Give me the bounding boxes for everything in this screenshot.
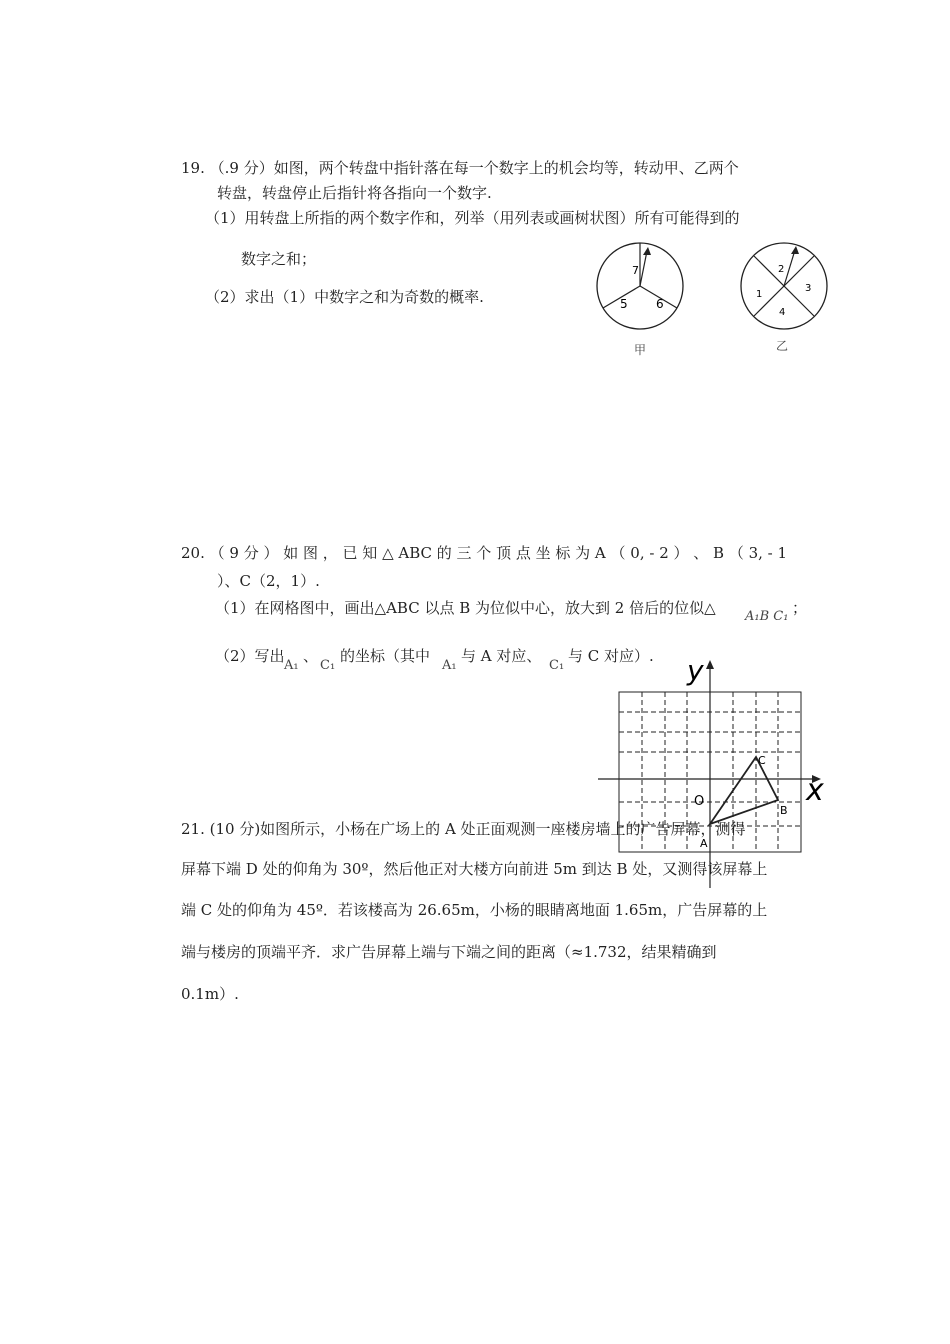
- q20-sym-c1: C₁: [549, 658, 565, 673]
- q21-line3: 端 C 处的仰角为 45º．若该楼高为 26.65m，小杨的眼睛离地面 1.65m，广告屏幕的上: [181, 901, 768, 919]
- q20-part1: （1）在网格图中，画出△ABC 以点 B 为位似中心，放大到 2 倍后的位似△: [215, 599, 716, 617]
- spinner-jia-number: 6: [656, 297, 664, 311]
- spinner-jia: [590, 238, 700, 363]
- q19-part2: （2）求出（1）中数字之和为奇数的概率.: [205, 288, 484, 306]
- q20-sym-c1: C₁: [320, 658, 336, 673]
- spinner-yi: [735, 238, 840, 358]
- q20-sym-a1: A₁: [284, 658, 299, 673]
- q19-line2: 转盘，转盘停止后指针将各指向一个数字.: [217, 184, 492, 202]
- spinner-jia-label: 甲: [634, 343, 647, 357]
- q20-part2-e: 与 C 对应）.: [568, 647, 654, 665]
- q20-sym-a1bc1: A₁B C₁: [745, 609, 789, 624]
- q21-line2: 屏幕下端 D 处的仰角为 30º，然后他正对大楼方向前进 5m 到达 B 处，又测得该屏幕上: [181, 860, 768, 878]
- point-b-label: B: [780, 804, 788, 817]
- q20-part1-end: ；: [792, 599, 808, 617]
- spinner-yi-number: 4: [779, 307, 786, 318]
- spinner-yi-label: 乙: [776, 339, 789, 353]
- coordinate-grid: [590, 650, 830, 890]
- q21-line5: 0.1m）.: [181, 985, 239, 1003]
- point-a-label: A: [700, 837, 708, 850]
- q21-line1: 21. (10 分)如图所示，小杨在广场上的 A 处正面观测一座楼房墙上的广告屏幕，测得: [181, 820, 746, 838]
- point-c-label: C: [758, 754, 766, 767]
- q20-part2-c: 的坐标（其中: [340, 647, 431, 665]
- axis-y-label: y: [687, 654, 704, 687]
- q21-line4: 端与楼房的顶端平齐．求广告屏幕上端与下端之间的距离（≈1.732，结果精确到: [181, 943, 717, 961]
- q20-part2-b: 、: [303, 647, 319, 665]
- spinner-jia-number: 5: [620, 297, 628, 311]
- q19-part1b: 数字之和；: [241, 250, 317, 268]
- q19-line1: 19. （.9 分）如图，两个转盘中指针落在每一个数字上的机会均等，转动甲、乙两个: [181, 159, 739, 177]
- q20-part2-a: （2）写出: [215, 647, 285, 665]
- spinner-yi-number: 1: [756, 289, 763, 300]
- spinner-yi-number: 3: [805, 283, 812, 294]
- q20-part2-d: 与 A 对应、: [461, 647, 542, 665]
- q19-part1a: （1）用转盘上所指的两个数字作和，列举（用列表或画树状图）所有可能得到的: [205, 209, 740, 227]
- spinner-yi-number: 2: [778, 264, 785, 275]
- q20-sym-a1: A₁: [442, 658, 457, 673]
- q20-line1: 20. （ 9 分 ） 如 图 ， 已 知 △ ABC 的 三 个 顶 点 坐 标 为 A （ 0, - 2 ） 、 B （ 3, - 1: [181, 544, 788, 562]
- axis-x-label: x: [806, 773, 824, 808]
- origin-label: O: [694, 794, 705, 809]
- spinner-jia-number: 7: [632, 264, 639, 277]
- q20-line2: ）、C（2，1）.: [217, 572, 320, 590]
